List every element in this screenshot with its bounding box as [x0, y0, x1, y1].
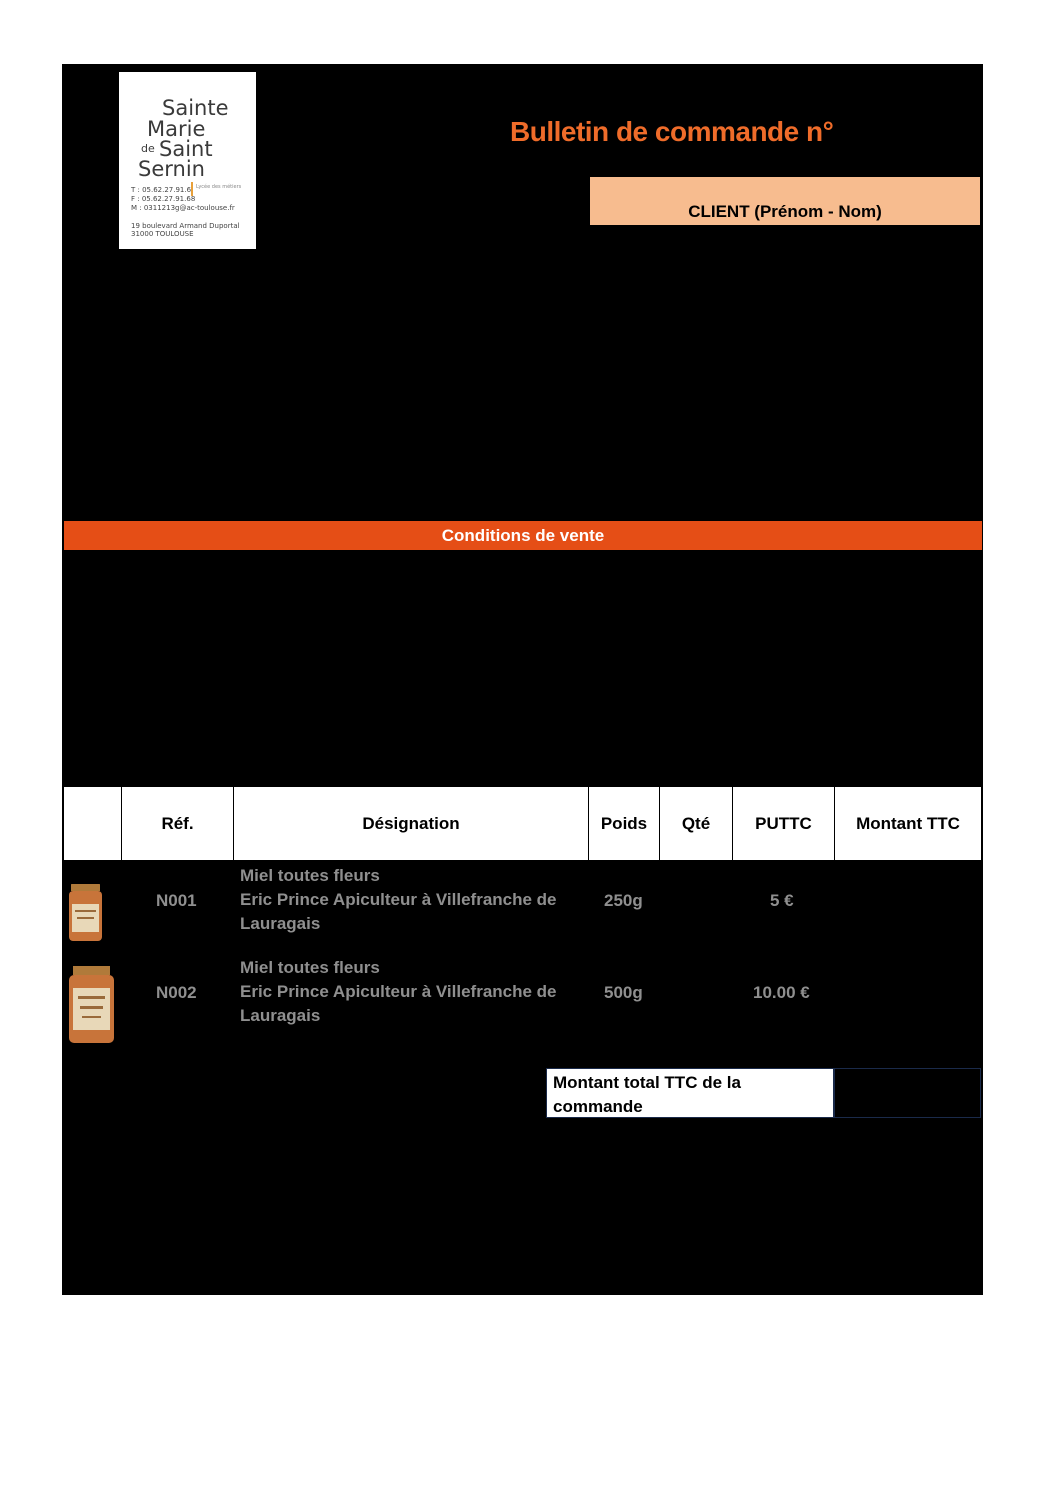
- logo-word-de: de: [141, 142, 155, 155]
- total-label-line1: Montant total TTC de la: [553, 1073, 741, 1092]
- row-designation-line2: Eric Prince Apiculteur à Villefranche de: [240, 982, 557, 1001]
- honey-jar-image: [69, 966, 114, 1043]
- logo-accent-mark: [191, 182, 193, 196]
- row-designation: [240, 864, 557, 936]
- logo-word-saint: Saint: [159, 137, 213, 161]
- row-puttc: 10.00 €: [753, 983, 810, 1002]
- logo-fax: F : 05.62.27.91.68: [131, 195, 196, 203]
- table-row: [64, 864, 981, 948]
- row-puttc: 5 €: [770, 891, 794, 910]
- logo-address-city: 31000 TOULOUSE: [131, 230, 194, 238]
- header-poids: Poids: [589, 787, 660, 860]
- total-label-line2: commande: [553, 1097, 643, 1116]
- client-name-field[interactable]: CLIENT (Prénom - Nom): [590, 177, 980, 225]
- row-poids: 500g: [604, 983, 643, 1002]
- row-designation-line1: Miel toutes fleurs: [240, 958, 380, 977]
- row-poids: 250g: [604, 891, 643, 910]
- row-ref: N002: [156, 983, 197, 1002]
- logo-word-sernin: Sernin: [138, 157, 205, 181]
- order-table-header: [64, 787, 981, 860]
- header-designation: Désignation: [234, 787, 589, 860]
- conditions-header: Conditions de vente: [64, 521, 982, 550]
- row-designation-line3: Lauragais: [240, 1006, 321, 1025]
- row-designation-line2: Eric Prince Apiculteur à Villefranche de: [240, 890, 557, 909]
- logo-word-marie: Marie: [147, 117, 206, 141]
- row-designation: [240, 956, 557, 1028]
- row-designation-line3: Lauragais: [240, 914, 321, 933]
- school-logo: [119, 72, 256, 249]
- page-title: Bulletin de commande n°: [510, 116, 834, 147]
- logo-address-street: 19 boulevard Armand Duportal: [131, 222, 240, 230]
- header-puttc: PUTTC: [733, 787, 835, 860]
- row-designation-line1: Miel toutes fleurs: [240, 866, 380, 885]
- header-montant: Montant TTC: [856, 813, 960, 833]
- logo-mail: M : 0311213g@ac-toulouse.fr: [131, 204, 235, 212]
- honey-jar-image: [69, 884, 102, 941]
- header-qte: Qté: [660, 787, 733, 860]
- row-ref: N001: [156, 891, 197, 910]
- logo-tagline: Lycée des métiers: [196, 184, 242, 190]
- table-row: [64, 956, 981, 1046]
- header-image-col: [64, 787, 122, 860]
- header-ref: Réf.: [122, 787, 234, 860]
- logo-word-sainte: Sainte: [162, 96, 229, 120]
- logo-tel: T : 05.62.27.91.6: [131, 186, 192, 194]
- total-label: [546, 1068, 834, 1118]
- total-amount-field[interactable]: [834, 1068, 981, 1118]
